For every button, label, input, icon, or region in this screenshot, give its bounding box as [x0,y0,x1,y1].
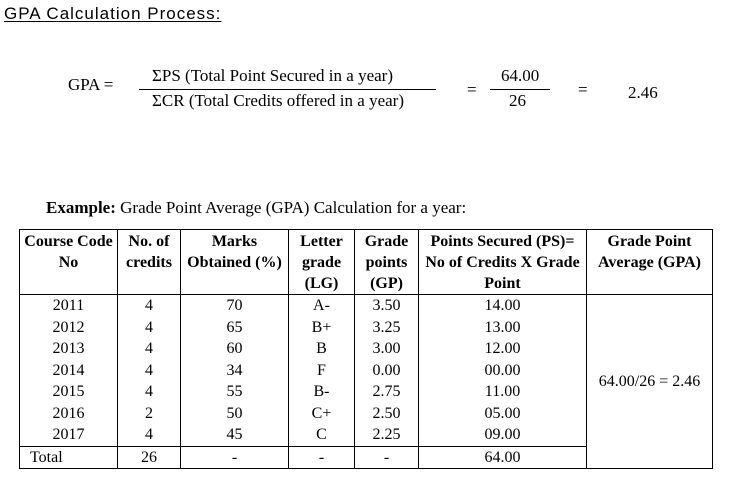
table-cell: 0.00 [355,360,419,382]
table-header-row [20,230,713,295]
table-cell: 2 [118,403,181,425]
table-cell: B+ [289,317,355,339]
col-header: Grade points (GP) [355,230,419,295]
table-cell: 2013 [20,338,118,360]
table-cell: 05.00 [419,403,587,425]
table-cell: 65 [181,317,289,339]
value-numerator: 64.00 [501,66,540,85]
gpa-table [19,229,713,469]
col-header: Points Secured (PS)= No of Credits X Grade Point [419,230,587,295]
value-fraction-bar [490,89,550,90]
table-cell: - [289,446,355,469]
table-cell: 3.50 [355,295,419,317]
table-cell: 60 [181,338,289,360]
table-cell: 13.00 [419,317,587,339]
page-heading: GPA Calculation Process: [4,4,222,23]
table-cell: 34 [181,360,289,382]
col-header: Marks Obtained (%) [181,230,289,295]
table-cell: - [355,446,419,469]
table-cell: 4 [118,317,181,339]
table-cell: F [289,360,355,382]
formula-result: 2.46 [628,83,658,102]
gpa-result-cell: 64.00/26 = 2.46 [587,295,713,469]
table-cell: B [289,338,355,360]
table-cell: 2014 [20,360,118,382]
table-cell: 2015 [20,381,118,403]
table-cell: 00.00 [419,360,587,382]
formula-numerator: ΣPS (Total Point Secured in a year) [152,66,393,85]
table-cell: 4 [118,295,181,317]
formula-label: GPA = [68,75,114,94]
table-cell: 11.00 [419,381,587,403]
table-cell: 12.00 [419,338,587,360]
table-cell: 50 [181,403,289,425]
value-denominator: 26 [509,91,526,110]
formula-denominator: ΣCR (Total Credits offered in a year) [152,91,404,110]
table-cell: 3.25 [355,317,419,339]
table-cell: 45 [181,424,289,446]
equals-sign: = [578,80,588,99]
table-cell: 2012 [20,317,118,339]
table-cell: 64.00 [419,446,587,469]
col-header: No. of credits [118,230,181,295]
table-cell: C+ [289,403,355,425]
table-cell: - [181,446,289,469]
table-cell: 2.25 [355,424,419,446]
table-cell: 3.00 [355,338,419,360]
fraction-bar [139,89,436,90]
table-cell: A- [289,295,355,317]
table-cell: 2.75 [355,381,419,403]
table-cell: 26 [118,446,181,469]
table-cell: 4 [118,381,181,403]
example-label: Example: [46,198,116,217]
table-cell: 4 [118,424,181,446]
col-header: Grade Point Average (GPA) [587,230,713,295]
example-caption [46,198,466,218]
table-cell: 2016 [20,403,118,425]
table-cell: 4 [118,338,181,360]
col-header: Letter grade (LG) [289,230,355,295]
table-cell: 09.00 [419,424,587,446]
table-cell: 2017 [20,424,118,446]
table-cell: B- [289,381,355,403]
col-header: Course Code No [20,230,118,295]
table-cell: C [289,424,355,446]
table-cell: 70 [181,295,289,317]
table-row [20,295,713,317]
table-cell: 2.50 [355,403,419,425]
equals-sign: = [467,80,477,99]
table-cell: 4 [118,360,181,382]
table-cell: 2011 [20,295,118,317]
example-text: Grade Point Average (GPA) Calculation for a year: [115,198,467,217]
table-cell: Total [20,446,118,469]
table-cell: 14.00 [419,295,587,317]
table-cell: 55 [181,381,289,403]
